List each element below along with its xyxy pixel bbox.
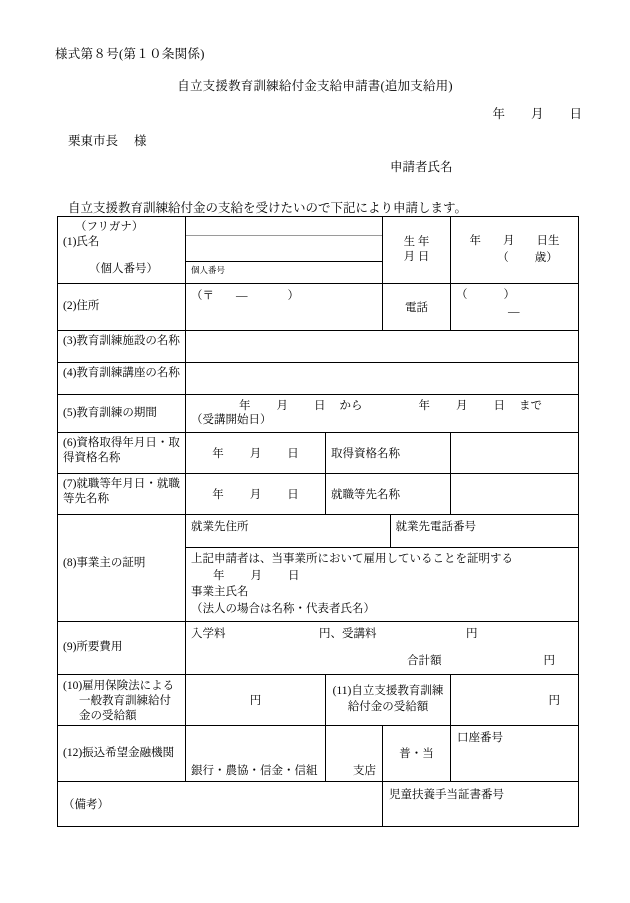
ei-benefit-label-line3: 金の受給額 (79, 710, 137, 723)
cell-address-label (58, 284, 186, 331)
cell-course-label (58, 363, 186, 395)
period-to-month: 月 (456, 400, 468, 412)
cell-facility-label (58, 331, 186, 363)
cost-label: (9)所要費用 (63, 641, 123, 654)
submission-date-line (492, 104, 582, 122)
cell-qualification-label (58, 433, 186, 474)
table-row-employment (58, 474, 579, 515)
zip-close: ） (287, 290, 299, 302)
cell-ei-benefit-label (58, 674, 186, 725)
period-to-word: まで (519, 400, 542, 412)
employment-month: 月 (249, 489, 262, 501)
cell-work-address[interactable] (186, 515, 390, 548)
tel-close: ） (503, 289, 515, 301)
address-label: (2)住所 (63, 300, 100, 313)
work-address-label: 就業先住所 (191, 521, 249, 533)
employer-cert-toprow (186, 515, 579, 548)
total-yen: 円 (543, 654, 555, 667)
cell-tel-label (383, 284, 451, 331)
period-to-day: 日 (493, 400, 505, 412)
employment-year: 年 (212, 489, 224, 501)
cell-employment-date[interactable] (186, 474, 326, 515)
submission-date-month: 月 (530, 107, 544, 121)
cell-address-input[interactable] (186, 284, 383, 331)
name-rule (186, 261, 382, 262)
employment-day: 日 (287, 489, 299, 501)
course-label: (4)教育訓練講座の名称 (63, 367, 180, 379)
self-support-label-line1: (11)自立支援教育訓練 (332, 685, 444, 698)
table-row-remarks (58, 781, 579, 826)
cert-year: 年 (213, 569, 225, 582)
qualification-name-label: 取得資格名称 (331, 448, 400, 460)
cell-account-number[interactable] (451, 725, 579, 781)
table-row-benefit-amounts (58, 674, 579, 725)
submission-date-year: 年 (492, 107, 505, 121)
cell-name-input[interactable] (186, 217, 383, 284)
birth-age: 歳） (534, 252, 558, 264)
self-support-yen: 円 (548, 694, 560, 707)
bank-label: (12)振込希望金融機関 (63, 746, 175, 759)
birth-label-line1: 生 年 (403, 236, 430, 249)
birth-day: 日生 (536, 234, 560, 247)
period-note: （受講開始日） (191, 414, 272, 426)
employer-cert-bottomrow (186, 548, 579, 621)
period-from-year: 年 (239, 400, 251, 412)
tel-open: （ (456, 289, 468, 301)
entrance-fee-label: 入学料 (191, 627, 226, 640)
table-row-employer-cert (58, 515, 579, 622)
application-table (57, 216, 579, 827)
cert-day: 日 (288, 569, 300, 582)
cell-account-type[interactable] (383, 725, 451, 781)
period-from-month: 月 (276, 400, 288, 412)
account-type-label: 普・当 (399, 748, 434, 761)
qualification-day: 日 (287, 448, 299, 460)
table-row-name (58, 217, 579, 284)
table-row-qualification (58, 433, 579, 474)
bank-kinds-label: 銀行・農協・信金・信組 (191, 764, 318, 777)
cell-period-label (58, 395, 186, 433)
entrance-fee-yen: 円、受講料 (319, 627, 377, 640)
qualification-label: (6)資格取得年月日・取得資格名称 (63, 437, 180, 465)
qualification-year: 年 (212, 448, 224, 460)
zip-mark: （〒 (191, 290, 214, 302)
cell-self-support-label (326, 674, 451, 725)
owner-name-label: 事業主氏名 (191, 586, 249, 599)
cell-qualification-name-label (326, 433, 451, 474)
cell-bank-name[interactable] (186, 725, 326, 781)
cell-course-input[interactable] (186, 363, 579, 395)
period-to-year: 年 (418, 400, 430, 412)
cell-birth-input[interactable] (451, 217, 579, 284)
work-tel-label: 就業先電話番号 (395, 521, 476, 533)
table-row-cost (58, 621, 579, 674)
employer-cert-subtable (186, 515, 579, 621)
cell-name-label (58, 217, 186, 284)
cell-remarks[interactable] (58, 781, 383, 826)
ei-benefit-label-line1: (10)雇用保険法による (63, 679, 175, 692)
cell-birth-label (383, 217, 451, 284)
birth-month: 月 (503, 234, 515, 247)
furigana-label: （フリガナ） (75, 221, 144, 233)
zip-dash: ― (236, 290, 248, 302)
cell-employer-cert-body (186, 515, 579, 622)
addressee-name: 栗東市長 (68, 134, 119, 148)
cell-bank-label (58, 725, 186, 781)
period-from-day: 日 (314, 400, 326, 412)
tel-label: 電話 (405, 302, 428, 314)
furigana-rule (186, 235, 382, 236)
cell-cost-input[interactable] (186, 621, 579, 674)
table-row-period (58, 395, 579, 433)
cell-cost-label (58, 621, 186, 674)
addressee-honorific: 様 (134, 134, 147, 148)
cell-employment-name-label (326, 474, 451, 515)
branch-label: 支店 (353, 764, 376, 777)
submission-date-day: 日 (569, 107, 582, 121)
birth-age-open: （ (497, 252, 509, 264)
cell-work-tel[interactable] (390, 515, 579, 548)
employer-cert-label: (8)事業主の証明 (63, 556, 146, 569)
name-label: (1)氏名 (63, 236, 100, 249)
addressee (68, 131, 147, 149)
birth-year: 年 (469, 234, 481, 247)
applicant-name-label: 申請者氏名 (390, 160, 453, 174)
cell-cert-number[interactable] (383, 781, 579, 826)
employment-name-label: 就職等先名称 (331, 489, 400, 501)
page-title: 自立支援教育訓練給付金支給申請書(追加支給用) (177, 79, 453, 93)
birth-label-line2: 月 日 (403, 251, 430, 263)
account-number-label: 口座番号 (457, 731, 503, 744)
table-row-bank (58, 725, 579, 781)
self-support-label-line2: 給付金の受給額 (347, 700, 429, 713)
ei-benefit-yen: 円 (249, 694, 262, 707)
cert-month: 月 (250, 569, 262, 582)
cell-tel-input[interactable] (451, 284, 579, 331)
cell-bank-branch[interactable] (326, 725, 383, 781)
cell-employment-label (58, 474, 186, 515)
cell-self-support-amount[interactable] (451, 674, 579, 725)
period-from-word: から (339, 400, 363, 412)
tel-dash: ― (508, 306, 520, 319)
form-number: 様式第８号(第１０条関係) (55, 47, 205, 61)
cell-cert-statement[interactable] (186, 548, 579, 621)
cell-period-input[interactable] (186, 395, 579, 433)
table-row-facility (58, 331, 579, 363)
cell-employer-cert-label (58, 515, 186, 622)
mynumber-small-label: 個人番号 (191, 265, 226, 275)
remarks-label: （備考） (63, 798, 109, 811)
period-label: (5)教育訓練の期間 (63, 406, 157, 419)
cell-qualification-date[interactable] (186, 433, 326, 474)
table-row-address (58, 284, 579, 331)
cert-text: 上記申請者は、当事業所において雇用していることを証明する (191, 553, 513, 565)
cell-employment-name-input[interactable] (451, 474, 579, 515)
child-allowance-cert-number-label: 児童扶養手当証書番号 (389, 788, 504, 801)
table-row-course (58, 363, 579, 395)
intro-text: 自立支援教育訓練給付金の支給を受けたいので下記により申請します。 (68, 201, 468, 215)
owner-name-note: （法人の場合は名称・代表者氏名） (191, 603, 375, 616)
facility-label: (3)教育訓練施設の名称 (63, 335, 180, 347)
total-label: 合計額 (407, 654, 442, 667)
mynumber-label: （個人番号） (89, 263, 158, 276)
cell-facility-input[interactable] (186, 331, 579, 363)
employment-label: (7)就職等年月日・就職等先名称 (63, 478, 180, 506)
cell-ei-benefit-amount[interactable] (186, 674, 326, 725)
ei-benefit-label-line2: 一般教育訓練給付 (79, 694, 171, 707)
qualification-month: 月 (249, 448, 262, 460)
cell-qualification-name-input[interactable] (451, 433, 579, 474)
course-fee-yen: 円 (466, 627, 478, 640)
